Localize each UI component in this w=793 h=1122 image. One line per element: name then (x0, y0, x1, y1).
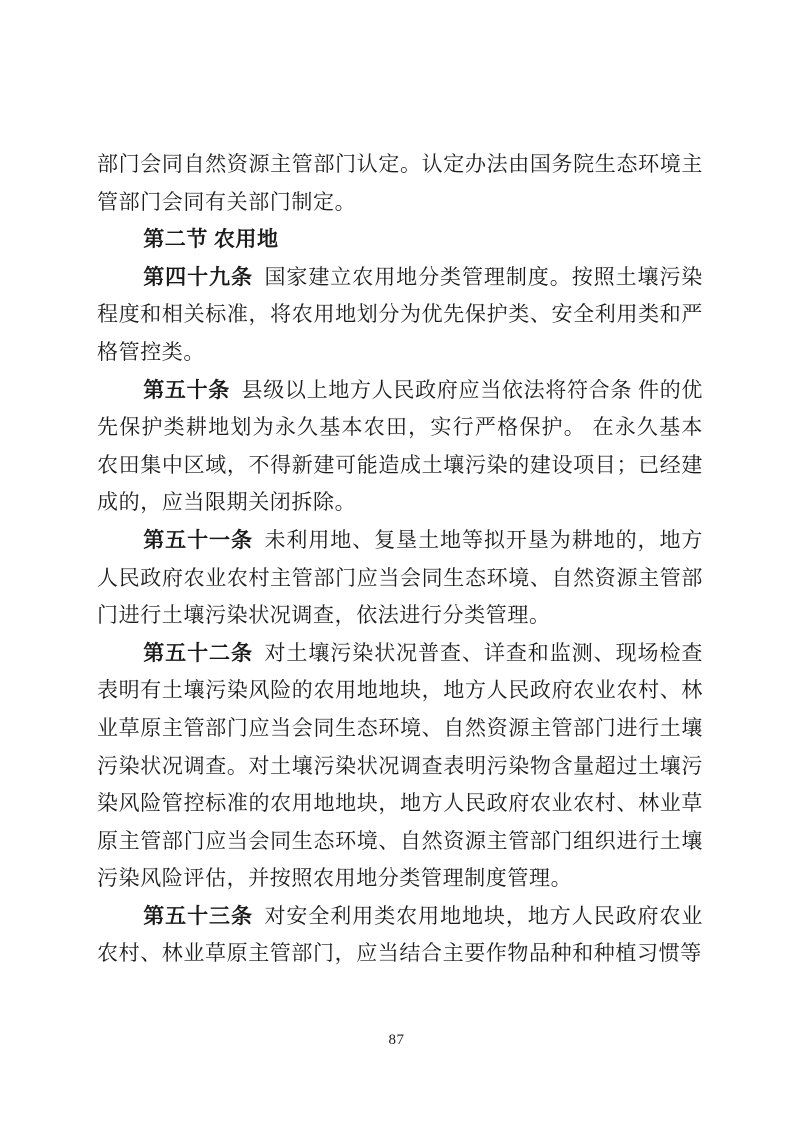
article-49 (97, 259, 703, 372)
article-53 (97, 898, 703, 973)
article-53-number: 第五十三条 (143, 903, 253, 928)
paragraph-continuation: 部门会同自然资源主管部门认定。认定办法由国务院生态环境主管部门会同有关部门制定。 (97, 152, 703, 214)
article-50 (97, 372, 703, 522)
document-body (97, 146, 703, 973)
article-50-number: 第五十条 (143, 377, 230, 402)
article-49-number: 第四十九条 (143, 264, 253, 289)
article-50-text: 县级以上地方人民政府应当依法将符合条 件的优先保护类耕地划为永久基本农田，实行严格保护。 在永久基本农田集中区域，不得新建可能造成土壤污染的建设项目；已经建成的，应当限期关闭拆除。 (97, 377, 704, 515)
section-heading: 第二节 农用地 (143, 227, 279, 252)
article-53-text: 对安全利用类农用地地块，地方人民政府农业农村、林业草原主管部门，应当结合主要作物品种和种植习惯等 (97, 903, 704, 966)
article-52 (97, 635, 703, 898)
article-51 (97, 522, 703, 635)
article-49-text: 国家建立农用地分类管理制度。按照土壤污染程度和相关标准，将农用地划分为优先保护类、安全利用类和严格管控类。 (97, 264, 704, 364)
article-51-text: 未利用地、复垦土地等拟开垦为耕地的，地方人民政府农业农村主管部门应当会同生态环境、自然资源主管部门进行土壤污染状况调查，依法进行分类管理。 (97, 527, 704, 628)
article-52-text: 对土壤污染状况普查、详查和监测、现场检查表明有土壤污染风险的农用地地块，地方人民政府农业农村、林业草原主管部门应当会同生态环境、自然资源主管部门进行土壤污染状况调查。对土壤污染状况调查表明污染物含量超过土壤污染风险管控标准的农用地地块，地方人民政府农业农村、林业草原主管部门应当会同生态环境、自然资源主管部门组织进行土壤污染风险评估，并按照农用地分类管理制度管理。 (97, 640, 704, 891)
article-52-number: 第五十二条 (143, 640, 253, 665)
page-number: 87 (388, 1032, 405, 1048)
article-51-number: 第五十一条 (143, 527, 253, 552)
